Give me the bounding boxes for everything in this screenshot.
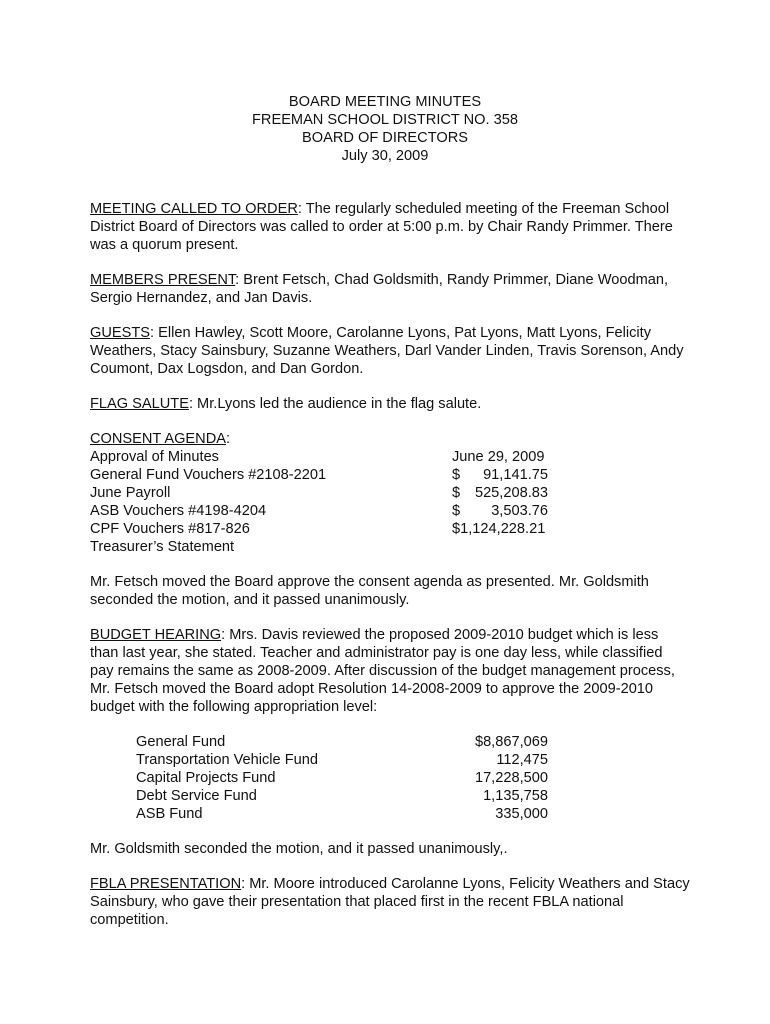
appropriation-row [136, 751, 690, 769]
consent-label: Treasurer’s Statement [90, 539, 235, 555]
consent-dollar: $ [452, 503, 461, 519]
consent-dollar: $ [452, 485, 461, 501]
consent-amount: 525,208.83 [474, 485, 548, 501]
consent-row [90, 502, 690, 520]
section-fbla-presentation [90, 875, 690, 929]
appropriation-row [136, 787, 690, 805]
consent-date: June 29, 2009 [452, 449, 545, 465]
header-board: BOARD OF DIRECTORS [302, 130, 468, 146]
section-text: : Ellen Hawley, Scott Moore, Carolanne Lyons, Pat Lyons, Matt Lyons, Felicity Weathers, Stacy Sainsbury, Suzanne Weathers, Darl Vander Linden, Travis Sorenson, Andy Coumont, Dax Logsdon, and Dan Gordon. [90, 325, 684, 377]
fund-name: Transportation Vehicle Fund [136, 752, 318, 768]
consent-amount: 91,141.75 [483, 467, 548, 483]
consent-amount: 3,503.76 [491, 503, 548, 519]
header-title: BOARD MEETING MINUTES [288, 94, 482, 110]
fund-amount: 1,135,758 [483, 788, 548, 804]
fund-name: ASB Fund [136, 806, 203, 822]
heading-colon: : [225, 431, 231, 447]
section-heading: MEMBERS PRESENT [90, 272, 236, 288]
minutes-body [90, 200, 690, 946]
section-text: : Mr. Moore introduced Carolanne Lyons, Felicity Weathers and Stacy Sainsbury, who gave their presentation that placed first in the recent FBLA national competition. [90, 876, 690, 928]
section-text: : Mrs. Davis reviewed the proposed 2009-2010 budget which is less than last year, she stated. Teacher and administrator pay is one day less, while classified pay remains the same as 2008-2009. After discussion of the budget management process, Mr. Fetsch moved the Board adopt Resolution 14-2008-2009 to approve the 2009-2010 budget with the following appropriation level: [90, 627, 675, 715]
consent-motion: Mr. Fetsch moved the Board approve the consent agenda as presented. Mr. Goldsmith seconded the motion, and it passed unanimously. [90, 574, 649, 608]
section-members-present [90, 271, 690, 307]
appropriation-table [136, 733, 690, 823]
section-text: : The regularly scheduled meeting of the Freeman School District Board of Directors was called to order at 5:00 p.m. by Chair Randy Primmer. There was a quorum present. [90, 201, 673, 253]
section-heading: FBLA PRESENTATION [90, 876, 242, 892]
consent-row [90, 520, 690, 538]
fund-amount: 335,000 [495, 806, 548, 822]
consent-label: ASB Vouchers #4198-4204 [90, 503, 267, 519]
section-text: : Brent Fetsch, Chad Goldsmith, Randy Primmer, Diane Woodman, Sergio Hernandez, and Jan Davis. [90, 272, 669, 306]
consent-label: Approval of Minutes [90, 449, 219, 465]
section-heading: FLAG SALUTE [90, 396, 189, 412]
fund-amount: 17,228,500 [474, 770, 548, 786]
consent-label: June Payroll [90, 485, 171, 501]
consent-label: CPF Vouchers #817-826 [90, 521, 250, 537]
consent-row [90, 448, 690, 466]
consent-row [90, 484, 690, 502]
section-guests [90, 324, 690, 378]
minutes-header [0, 93, 770, 165]
appropriation-row [136, 769, 690, 787]
section-heading: GUESTS [90, 325, 151, 341]
section-flag-salute [90, 395, 690, 413]
fund-amount: 112,475 [496, 752, 548, 768]
section-heading: BUDGET HEARING [90, 627, 222, 643]
consent-row [90, 466, 690, 484]
fund-name: Debt Service Fund [136, 788, 257, 804]
budget-motion: Mr. Goldsmith seconded the motion, and it passed unanimously,. [90, 841, 508, 857]
fund-name: Capital Projects Fund [136, 770, 276, 786]
fund-name: General Fund [136, 734, 226, 750]
section-called-to-order [90, 200, 690, 254]
section-heading: MEETING CALLED TO ORDER [90, 201, 298, 217]
consent-row [90, 538, 690, 556]
consent-dollar: $ [452, 467, 461, 483]
section-text: : Mr.Lyons led the audience in the flag salute. [188, 396, 482, 412]
appropriation-row [136, 733, 690, 751]
section-budget-hearing [90, 626, 690, 716]
fund-amount: $8,867,069 [474, 734, 548, 750]
header-district: FREEMAN SCHOOL DISTRICT NO. 358 [252, 112, 518, 128]
appropriation-row [136, 805, 690, 823]
consent-label: General Fund Vouchers #2108-2201 [90, 467, 327, 483]
section-consent-agenda [90, 430, 690, 556]
header-date: July 30, 2009 [341, 148, 429, 164]
consent-amount: $1,124,228.21 [452, 521, 546, 537]
section-heading: CONSENT AGENDA [90, 431, 226, 447]
